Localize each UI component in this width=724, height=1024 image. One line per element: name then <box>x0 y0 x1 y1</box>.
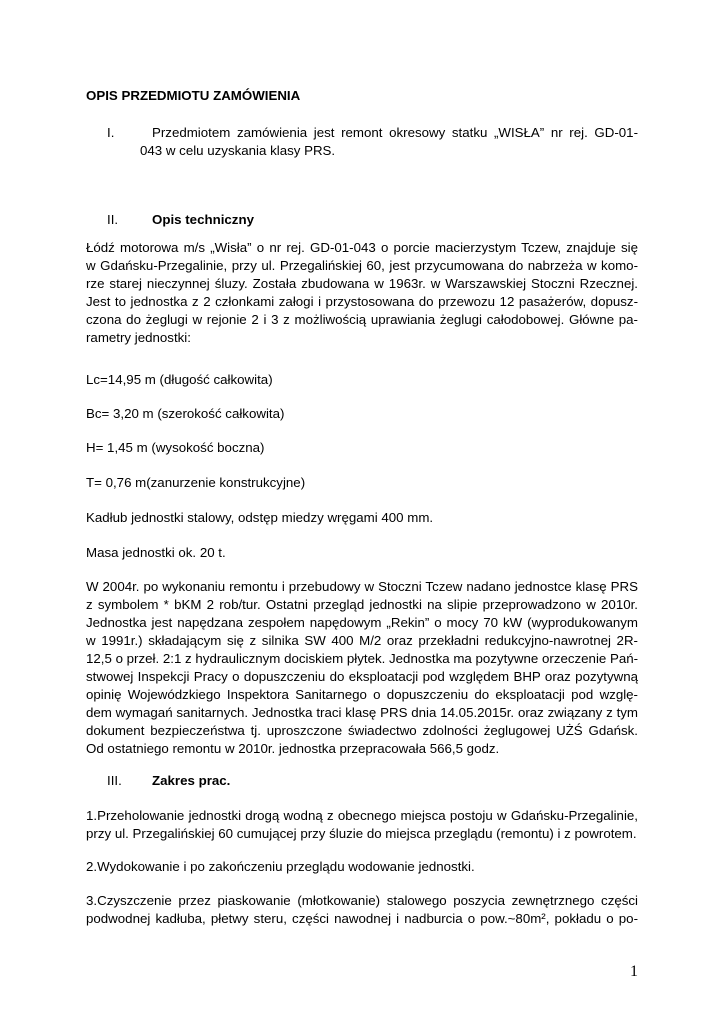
section-I-number: I. <box>107 125 115 140</box>
item2-line: 2.Wydokowanie i po zakończeniu przeglądu wodowanie jednostki. <box>86 859 475 874</box>
para1-line-1: Łódź motorowa m/s „Wisła” o nr rej. GD-01-043 o porcie macierzystym Tczew, znajduje się <box>86 240 638 255</box>
item1-line-2: przy ul. Przegalińskiej 60 cumującej przy śluzie do miejsca przeglądu (remontu) i z powrotem. <box>86 826 637 841</box>
param-height: H= 1,45 m (wysokość boczna) <box>86 440 265 455</box>
para1-line-5: czona do żeglugi w rejonie 2 i 3 z możliwością uprawiania żeglugi całodobowej. Główne pa- <box>86 312 638 327</box>
param-length: Lc=14,95 m (długość całkowita) <box>86 372 273 387</box>
param-width: Bc= 3,20 m (szerokość całkowita) <box>86 406 285 421</box>
para1-line-4: Jest to jednostka z 2 członkami załogi i przystosowana do przewozu 12 pasażerów, dopusz- <box>86 294 638 309</box>
section-II-number: II. <box>107 212 119 227</box>
section-III-heading: Zakres prac. <box>152 773 231 788</box>
para1-line-2: w Gdańsku-Przegalinie, przy ul. Przegalińskiej 60, jest przycumowana do nabrzeża w komo- <box>86 258 638 273</box>
item3-line-2: podwodnej kadłuba, płetwy steru, części nawodnej i nadburcia o pow.~80m², pokładu o po- <box>86 911 638 926</box>
para2-line-3: Jednostka jest napędzana zespołem napędowym „Rekin” o mocy 70 kW (wyprodukowanym <box>86 615 638 630</box>
para1-line-6: rametry jednostki: <box>86 330 191 345</box>
page-number: 1 <box>630 963 638 980</box>
para2-line-10: Od ostatniego remontu w 2010r. jednostka przepracowała 566,5 godz. <box>86 741 500 756</box>
section-I-line-1: Przedmiotem zamówienia jest remont okresowy statku „WISŁA” nr rej. GD-01- <box>152 125 638 140</box>
param-mass: Masa jednostki ok. 20 t. <box>86 545 226 560</box>
para2-line-6: stwowej Inspekcji Pracy o dopuszczeniu do eksploatacji pod względem BHP oraz pozytywną <box>86 669 638 684</box>
para2-line-7: opinię Wojewódzkiego Inspektora Sanitarnego o dopuszczeniu do eksploatacji pod wzglę- <box>86 687 638 702</box>
param-draft: T= 0,76 m(zanurzenie konstrukcyjne) <box>86 475 306 490</box>
para2-line-8: dem wymagań sanitarnych. Jednostka traci klasę PRS dnia 14.05.2015r. oraz związany z tym <box>86 705 638 720</box>
section-I-line-2: 043 w celu uzyskania klasy PRS. <box>140 143 336 158</box>
item3-line-1: 3.Czyszczenie przez piaskowanie (młotkowanie) stalowego poszycia zewnętrznego części <box>86 893 638 908</box>
param-hull: Kadłub jednostki stalowy, odstęp miedzy wręgami 400 mm. <box>86 510 434 525</box>
para2-line-1: W 2004r. po wykonaniu remontu i przebudowy w Stoczni Tczew nadano jednostce klasę PRS <box>86 579 638 594</box>
document-title: OPIS PRZEDMIOTU ZAMÓWIENIA <box>86 88 301 103</box>
para2-line-9: dokument bezpieczeństwa tj. uproszczone świadectwo zdolności żeglugowej UŻŚ Gdańsk. <box>86 723 638 738</box>
para2-line-4: w 1991r.) składającym się z silnika SW 400 M/2 oraz przekładni redukcyjno-nawrotnej 2R- <box>86 633 638 648</box>
para2-line-2: z symbolem * bKM 2 rob/tur. Ostatni przegląd jednostki na slipie przeprowadzono w 2010r. <box>86 597 638 612</box>
section-II-heading: Opis techniczny <box>152 212 254 227</box>
para2-line-5: 12,5 o przeł. 2:1 z hydraulicznym dociskiem płytek. Jednostka ma pozytywne orzeczenie Pań- <box>86 651 639 666</box>
item1-line-1: 1.Przeholowanie jednostki drogą wodną z obecnego miejsca postoju w Gdańsku-Przegalinie, <box>86 808 638 823</box>
para1-line-3: rze starej nieczynnej śluzy. Została zbudowana w 1963r. w Warszawskiej Stoczni Rzecznej. <box>86 276 638 291</box>
section-III-number: III. <box>107 773 122 788</box>
